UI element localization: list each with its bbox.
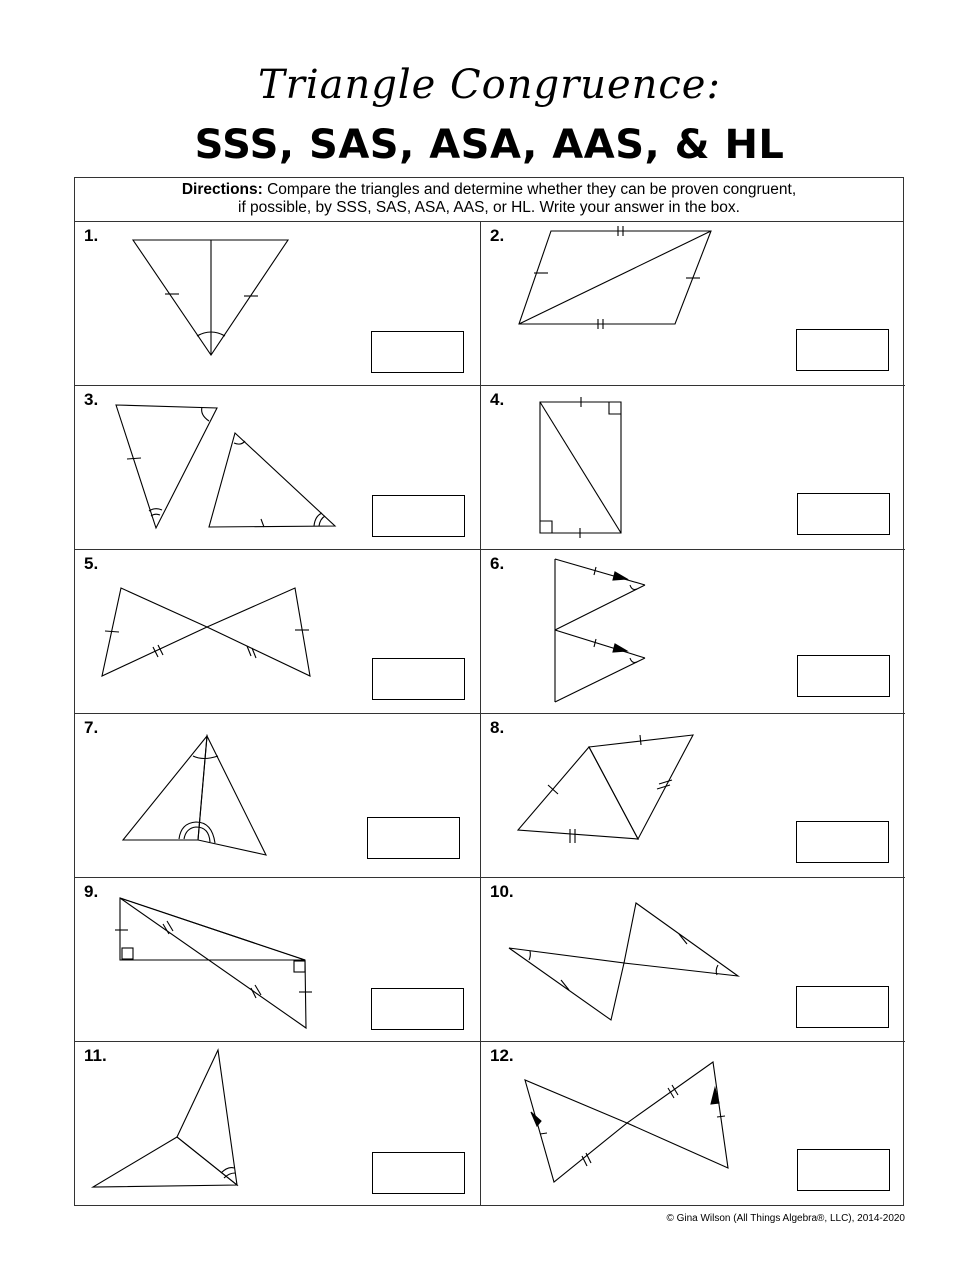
answer-box-7[interactable] (367, 817, 460, 859)
problem-number: 5. (84, 554, 99, 573)
problem-number: 7. (84, 718, 99, 737)
problem-number: 10. (490, 882, 514, 901)
problem-number: 12. (490, 1046, 514, 1065)
problem-number: 8. (490, 718, 505, 737)
problem-grid (75, 222, 903, 1206)
problem-number: 11. (84, 1046, 107, 1065)
problem-cell-7 (75, 714, 481, 878)
directions-box (75, 178, 903, 222)
problem-cell-6 (481, 550, 905, 714)
directions-line-1: Compare the triangles and determine whether they can be proven congruent, (267, 181, 797, 198)
problem-number: 9. (84, 882, 99, 901)
answer-box-12[interactable] (797, 1149, 890, 1191)
worksheet-title-script: Triangle Congruence: (258, 62, 721, 108)
directions-line-2: if possible, by SSS, SAS, ASA, AAS, or HL. Write your answer in the box. (238, 199, 740, 216)
answer-box-5[interactable] (372, 658, 465, 700)
problem-cell-12 (481, 1042, 905, 1206)
copyright-footer: © Gina Wilson (All Things Algebra®, LLC), 2014-2020 (666, 1213, 905, 1224)
problem-cell-10 (481, 878, 905, 1042)
problem-cell-3 (75, 386, 481, 550)
problem-number: 1. (84, 226, 99, 245)
problem-cell-4 (481, 386, 905, 550)
answer-box-10[interactable] (796, 986, 889, 1028)
answer-box-1[interactable] (371, 331, 464, 373)
answer-box-11[interactable] (372, 1152, 465, 1194)
problem-cell-8 (481, 714, 905, 878)
problem-number: 3. (84, 390, 99, 409)
answer-box-9[interactable] (371, 988, 464, 1030)
problem-cell-11 (75, 1042, 481, 1206)
worksheet-title: SSS, SAS, ASA, AAS, & HL (194, 122, 785, 168)
answer-box-2[interactable] (796, 329, 889, 371)
directions-label: Directions: (181, 181, 263, 198)
problem-cell-1 (75, 222, 481, 386)
worksheet-table (74, 177, 904, 1206)
problem-cell-2 (481, 222, 905, 386)
answer-box-3[interactable] (372, 495, 465, 537)
problem-number: 4. (490, 390, 505, 409)
answer-box-8[interactable] (796, 821, 889, 863)
problem-number: 2. (490, 226, 505, 245)
problem-cell-9 (75, 878, 481, 1042)
answer-box-6[interactable] (797, 655, 890, 697)
problem-number: 6. (490, 554, 505, 573)
problem-cell-5 (75, 550, 481, 714)
answer-box-4[interactable] (797, 493, 890, 535)
